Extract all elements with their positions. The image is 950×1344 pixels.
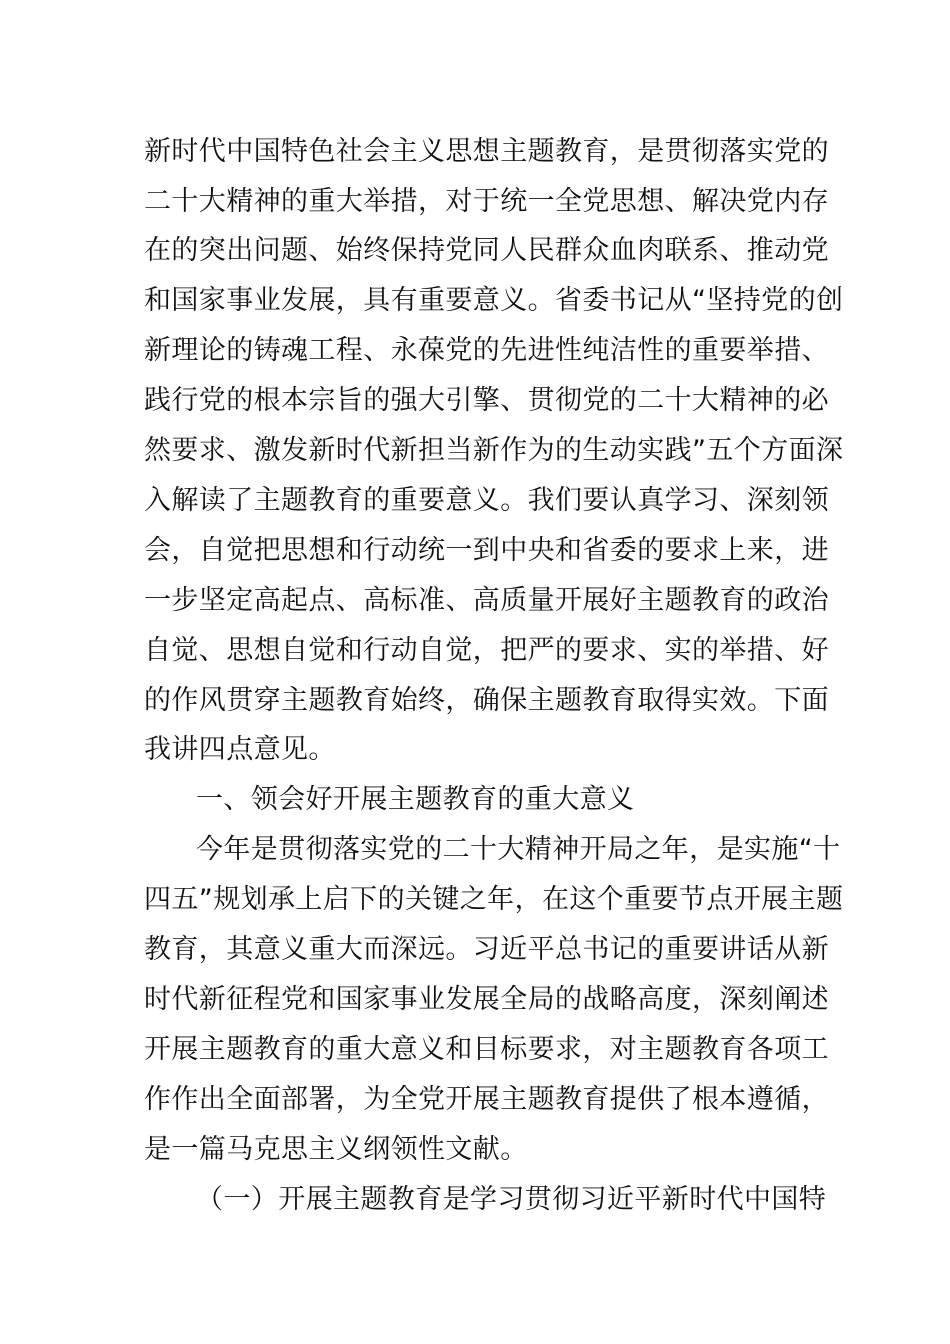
body-text-line: 和国家事业发展，具有重要意义。省委书记从“坚持党的创 xyxy=(144,285,844,316)
body-text-line: 时代新征程党和国家事业发展全局的战略高度，深刻阐述 xyxy=(144,984,829,1015)
body-text-line: 二十大精神的重大举措，对于统一全党思想、解决党内存 xyxy=(144,186,829,217)
body-text-line: 然要求、激发新时代新担当新作为的生动实践”五个方面深 xyxy=(144,435,844,466)
body-text-line: 一步坚定高起点、高标准、高质量开展好主题教育的政治 xyxy=(144,585,829,616)
body-text-line: 我讲四点意见。 xyxy=(144,734,336,765)
section-heading: 一、领会好开展主题教育的重大意义 xyxy=(196,784,635,815)
body-text-line: 新理论的铸魂工程、永葆党的先进性纯洁性的重要举措、 xyxy=(144,335,829,366)
body-text-line: 今年是贯彻落实党的二十大精神开局之年，是实施“十 xyxy=(196,834,841,865)
body-text-line: 是一篇马克思主义纲领性文献。 xyxy=(144,1134,528,1165)
body-text-line: 作作出全面部署，为全党开展主题教育提供了根本遵循， xyxy=(144,1084,829,1115)
body-text-line: 教育，其意义重大而深远。习近平总书记的重要讲话从新 xyxy=(144,934,829,965)
body-text-line: 开展主题教育的重大意义和目标要求，对主题教育各项工 xyxy=(144,1034,829,1065)
body-text-line: 的作风贯穿主题教育始终，确保主题教育取得实效。下面 xyxy=(144,685,829,716)
body-text-line: 在的突出问题、始终保持党同人民群众血肉联系、推动党 xyxy=(144,235,829,266)
body-text-line: 自觉、思想自觉和行动自觉，把严的要求、实的举措、好 xyxy=(144,635,829,666)
body-text-line: 入解读了主题教育的重要意义。我们要认真学习、深刻领 xyxy=(144,485,829,516)
body-text-line: 新时代中国特色社会主义思想主题教育，是贯彻落实党的 xyxy=(144,136,829,167)
body-text-line: 四五”规划承上启下的关键之年，在这个重要节点开展主题 xyxy=(144,884,844,915)
body-text-line: 会，自觉把思想和行动统一到中央和省委的要求上来，进 xyxy=(144,535,829,566)
body-text-line: 践行党的根本宗旨的强大引擎、贯彻党的二十大精神的必 xyxy=(144,385,829,416)
subsection-heading: （一）开展主题教育是学习贯彻习近平新时代中国特 xyxy=(196,1184,827,1215)
